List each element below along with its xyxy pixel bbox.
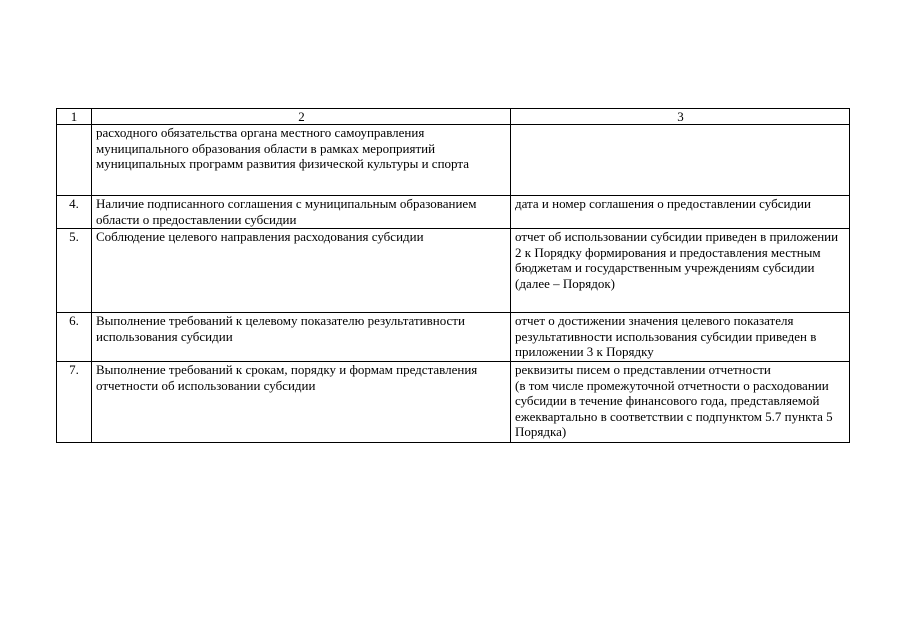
criteria-table — [56, 108, 850, 443]
table-header-row — [57, 109, 850, 125]
evidence-cell — [511, 125, 850, 196]
criterion-cell: Наличие подписанного соглашения с муниципальным образованием области о предоставлении субсидии — [92, 196, 511, 229]
row-number — [57, 125, 92, 196]
header-col-1: 1 — [57, 109, 92, 125]
header-col-3: 3 — [511, 109, 850, 125]
header-col-2: 2 — [92, 109, 511, 125]
table-row — [57, 125, 850, 196]
row-number: 4. — [57, 196, 92, 229]
criterion-cell: Соблюдение целевого направления расходования субсидии — [92, 229, 511, 313]
row-number: 7. — [57, 362, 92, 443]
table-row — [57, 362, 850, 443]
evidence-cell: отчет об использовании субсидии приведен в приложении 2 к Порядку формирования и предоставления местным бюджетам и государственным учреждениям субсидии (далее – Порядок) — [511, 229, 850, 313]
criterion-cell: Выполнение требований к срокам, порядку и формам представления отчетности об использовании субсидии — [92, 362, 511, 443]
evidence-cell: отчет о достижении значения целевого показателя результативности использования субсидии приведен в приложении 3 к Порядку — [511, 313, 850, 362]
criterion-cell: Выполнение требований к целевому показателю результативности использования субсидии — [92, 313, 511, 362]
table-row — [57, 196, 850, 229]
row-number: 6. — [57, 313, 92, 362]
evidence-cell: дата и номер соглашения о предоставлении субсидии — [511, 196, 850, 229]
criterion-cell: расходного обязательства органа местного самоуправления муниципального образования области в рамках мероприятий муниципальных программ развития физической культуры и спорта — [92, 125, 511, 196]
evidence-cell: реквизиты писем о представлении отчетности (в том числе промежуточной отчетности о расходовании субсидии в течение финансового года, представляемой ежеквартально в соответствии с подпунктом 5.7 пункта 5 Порядка) — [511, 362, 850, 443]
table-row — [57, 313, 850, 362]
row-number: 5. — [57, 229, 92, 313]
table-row — [57, 229, 850, 313]
